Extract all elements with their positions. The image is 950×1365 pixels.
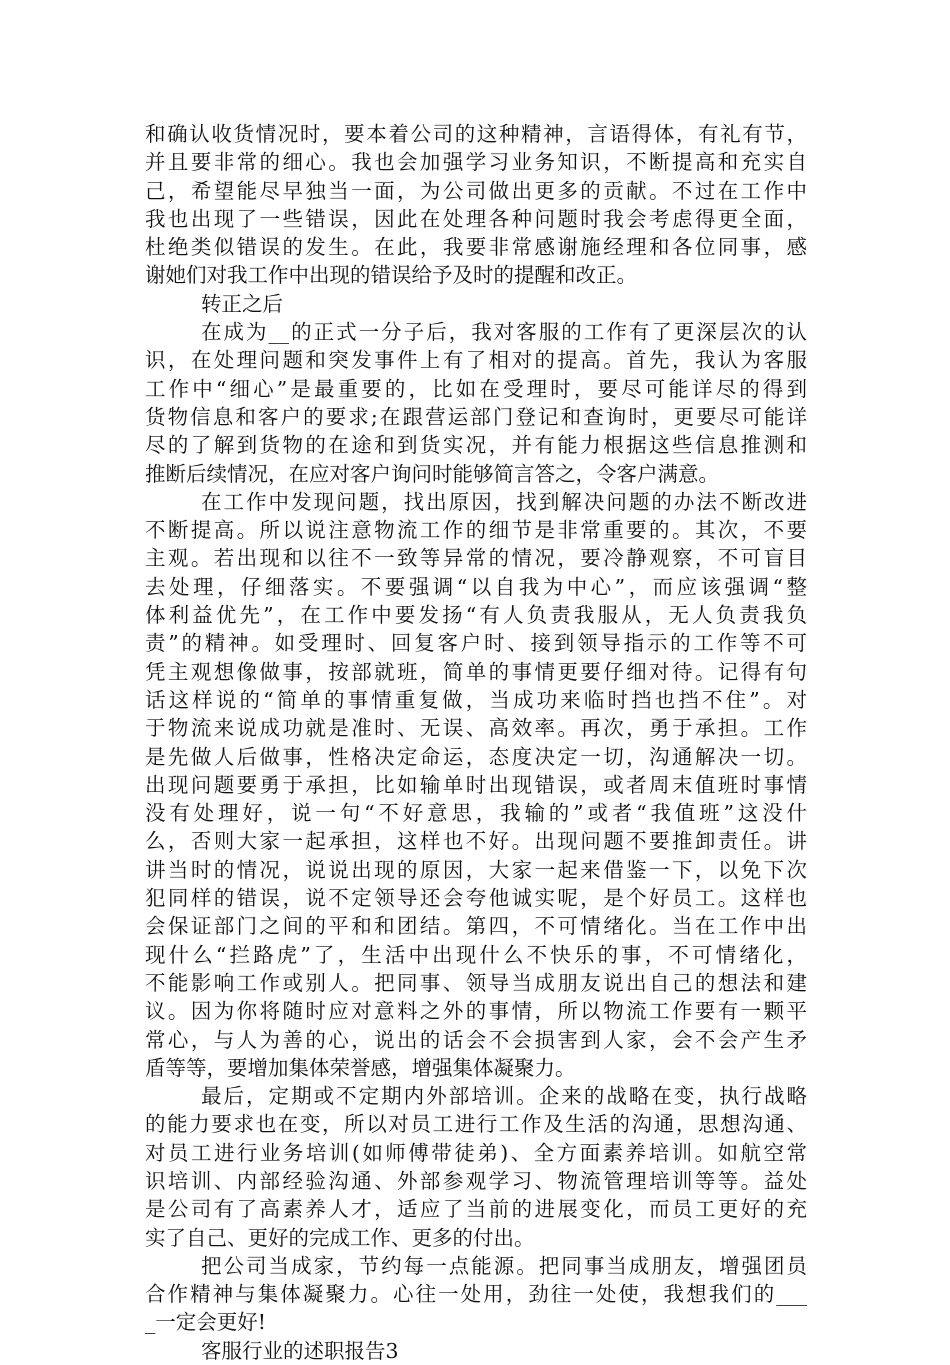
text-line: 己，希望能尽早独当一面，为公司做出更多的贡献。不过在工作中 (145, 178, 807, 203)
text-line: 体利益优先”，在工作中要发扬“有人负责我服从，无人负责我负 (145, 603, 807, 628)
text-line: 实了自己、更好的完成工作、更多的付出。 (145, 1225, 535, 1250)
text-line: 货物信息和客户的要求;在跟营运部门登记和查询时，更要尽可能详 (145, 404, 807, 429)
text-line: 盾等等，要增加集体荣誉感，增强集体凝聚力。 (145, 1055, 576, 1080)
text-line: 没有处理好，说一句“不好意思，我输的”或者“我值班”这没什 (145, 801, 807, 826)
paragraph-first-line: 在工作中发现问题，找出原因，找到解决问题的办法不断改进 (201, 489, 807, 514)
text-line: 工作中“细心”是最重要的，比如在受理时，要尽可能详尽的得到 (145, 376, 807, 401)
text-line: 主观。若出现和以往不一致等异常的情况，要冷静观察，不可盲目 (145, 546, 807, 571)
text-line: 去处理，仔细落实。不要强调“以自我为中心”，而应该强调“整 (145, 574, 807, 599)
text-line: 出现问题要勇于承担，比如输单时出现错误，或者周末值班时事情 (145, 772, 807, 797)
text-line: 的能力要求也在变，所以对员工进行工作及生活的沟通，思想沟通、 (145, 1112, 807, 1137)
text-line: 不能影响工作或别人。把同事、领导当成朋友说出自己的想法和建 (145, 970, 807, 995)
text-line: 识培训、内部经验沟通、外部参观学习、物流管理培训等等。益处 (145, 1168, 807, 1193)
text-line: 么，否则大家一起承担，这样也不好。出现问题不要推卸责任。讲 (145, 829, 807, 854)
text-line: 责”的精神。如受理时、回复客户时、接到领导指示的工作等不可 (145, 631, 807, 656)
section-heading: 客服行业的述职报告3 (201, 1338, 399, 1363)
paragraph-first-line: 把公司当成家，节约每一点能源。把同事当成朋友，增强团员 (201, 1253, 807, 1278)
paragraph-first-line: 在成为__的正式一分子后，我对客服的工作有了更深层次的认 (201, 320, 807, 345)
text-line: _一定会更好! (145, 1310, 266, 1335)
text-line: 并且要非常的细心。我也会加强学习业务知识，不断提高和充实自 (145, 150, 807, 175)
text-line: 是先做人后做事，性格决定命运，态度决定一切，沟通解决一切。 (145, 744, 807, 769)
text-line: 杜绝类似错误的发生。在此，我要非常感谢施经理和各位同事，感 (145, 235, 807, 260)
text-line: 识，在处理问题和突发事件上有了相对的提高。首先，我认为客服 (145, 348, 807, 373)
text-line: 议。因为你将随时应对意料之外的事情，所以物流工作要有一颗平 (145, 999, 807, 1024)
text-line: 对员工进行业务培训(如师傅带徒弟)、全方面素养培训。如航空常 (145, 1140, 807, 1165)
paragraph-first-line: 最后，定期或不定期内外部培训。企来的战略在变，执行战略 (201, 1084, 807, 1109)
text-line: 话这样说的“简单的事情重复做，当成功来临时挡也挡不住”。对 (145, 687, 807, 712)
text-line: 讲当时的情况，说说出现的原因，大家一起来借鉴一下，以免下次 (145, 857, 807, 882)
text-line: 常心，与人为善的心，说出的话会不会损害到人家，会不会产生矛 (145, 1027, 807, 1052)
text-line: 合作精神与集体凝聚力。心往一处用，劲往一处使，我想我们的___ (145, 1282, 807, 1307)
text-line: 凭主观想像做事，按部就班，简单的事情更要仔细对待。记得有句 (145, 659, 807, 684)
text-line: 我也出现了一些错误，因此在处理各种问题时我会考虑得更全面， (145, 206, 807, 231)
text-line: 和确认收货情况时，要本着公司的这种精神，言语得体，有礼有节， (145, 122, 807, 146)
text-line: 谢她们对我工作中出现的错误给予及时的提醒和改正。 (145, 263, 637, 288)
text-line: 不断提高。所以说注意物流工作的细节是非常重要的。其次，不要 (145, 518, 807, 543)
text-line: 现什么“拦路虎”了，生活中出现什么不快乐的事，不可情绪化， (145, 942, 807, 967)
text-line: 于物流来说成功就是准时、无误、高效率。再次，勇于承担。工作 (145, 716, 807, 741)
text-line: 犯同样的错误，说不定领导还会夸他诚实呢，是个好员工。这样也 (145, 886, 807, 911)
text-line: 推断后续情况，在应对客户询问时能够简言答之，令客户满意。 (145, 461, 719, 486)
text-line: 尽的了解到货物的在途和到货实况，并有能力根据这些信息推测和 (145, 433, 807, 458)
text-line: 会保证部门之间的平和和团结。第四，不可情绪化。当在工作中出 (145, 914, 807, 939)
section-heading: 转正之后 (201, 291, 283, 316)
text-line: 是公司有了高素养人才，适应了当前的进展变化，而员工更好的充 (145, 1197, 807, 1222)
document-body (145, 120, 807, 1365)
